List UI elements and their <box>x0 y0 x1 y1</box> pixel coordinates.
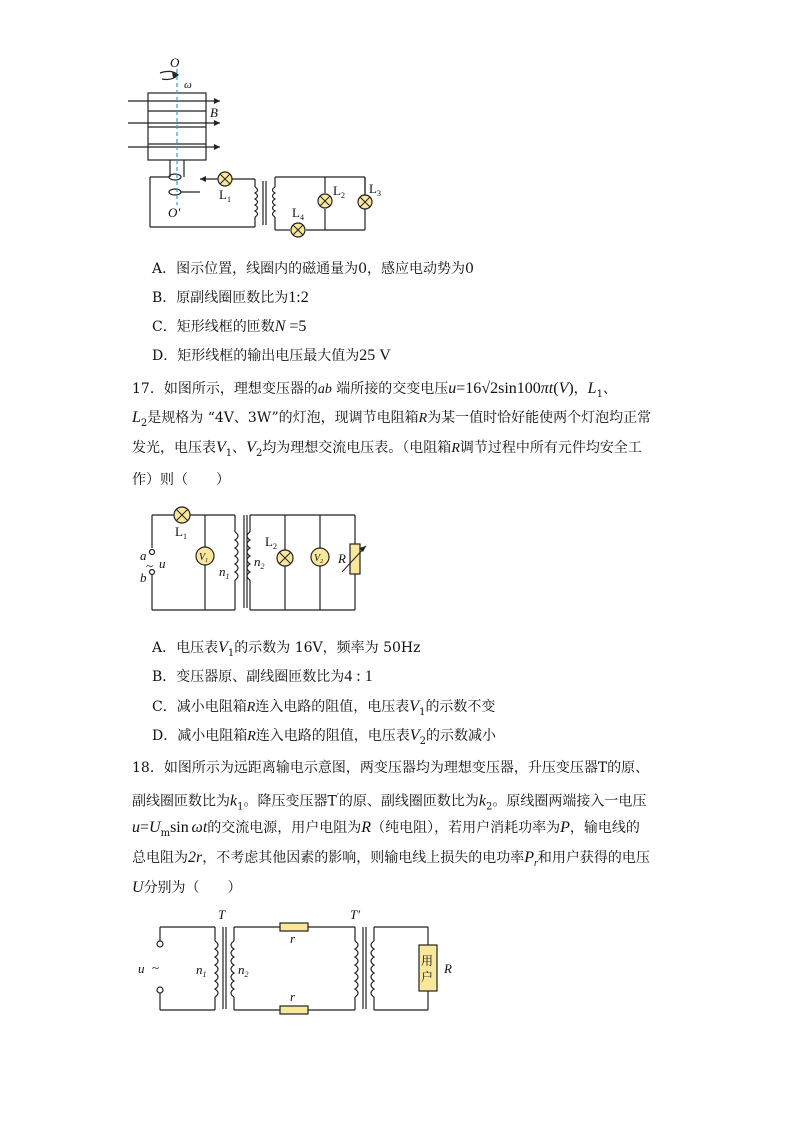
q16-option-b[interactable] <box>152 288 309 308</box>
line-resistor-bottom <box>280 1006 308 1014</box>
label-L1: $L_1$ <box>175 524 187 541</box>
label-omega: ω <box>184 79 192 91</box>
label-u: u <box>159 556 166 571</box>
q16-option-d[interactable] <box>152 346 391 366</box>
label-tilde: ~ <box>146 558 154 573</box>
label-L3: $L_3$ <box>369 181 381 198</box>
q18-stem-line-1: 18．如图所示为远距离输电示意图，两变压器均为理想变压器，升压变压器T的原、 <box>132 760 650 776</box>
label-R: R <box>338 551 346 566</box>
figure-power-transmission <box>130 905 470 1020</box>
label-r-top: r <box>290 931 296 946</box>
q16-option-c-value: =5 <box>285 318 307 335</box>
q18-stem-line-4: 总电阻为2r，不考虑其他因素的影响，则输电线上损失的电功率$P_r$和用户获得的电压 <box>132 849 650 869</box>
label-n1: $n_1$ <box>196 962 207 979</box>
label-tilde: ~ <box>152 960 160 975</box>
q16-option-b-ratio: 1:2 <box>288 289 309 306</box>
q16-option-c[interactable] <box>152 317 306 337</box>
label-u: u <box>138 961 145 976</box>
q17-stem-line-3: 发光，电压表$V_1$、$V_2$均为理想交流电压表。（电阻箱R调节过程中所有元件均安全工 <box>132 439 642 459</box>
q16-option-d-value: 25 V <box>359 347 391 364</box>
q17-stem-line-4: 作）则（ ） <box>132 472 230 488</box>
figure-transformer-circuit <box>130 500 370 620</box>
label-L2: $L_2$ <box>265 534 277 551</box>
label-n2: $n_2$ <box>254 554 265 571</box>
label-O-prime: O' <box>168 205 181 220</box>
label-T-prime: T′ <box>350 907 361 922</box>
label-L4: $L_4$ <box>292 205 304 222</box>
q17-stem-line-1: 17．如图所示，理想变压器的ab 端所接的交变电压u=16√2sin100πt(V)，$L_1$、 <box>132 380 617 400</box>
label-user-2: 户 <box>421 970 434 984</box>
label-user-1: 用 <box>421 954 434 968</box>
q18-stem-line-5: U分别为（ ） <box>132 879 242 896</box>
user-resistor-box <box>419 945 437 991</box>
line-resistor-top <box>280 923 308 931</box>
label-V1: $V_1$ <box>199 552 209 564</box>
q18-stem-line-2: 副线圈匝数比为$k_1$。降压变压器T′的原、副线圈匝数比为$k_2$。原线圈两端接入一电压 <box>132 792 647 813</box>
label-L2: $L_2$ <box>333 183 345 200</box>
q16-option-b-text: B．原副线圈匝数比为 <box>152 290 289 306</box>
label-n1: $n_1$ <box>219 564 230 581</box>
label-r-bottom: r <box>290 989 296 1004</box>
q17-option-c[interactable]: C．减小电阻箱R连入电路的阻值，电压表$V_1$的示数不变 <box>152 698 496 718</box>
q18-stem-line-3: $u=U_m\sin$ ωt的交流电源，用户电阻为R（纯电阻），若用户消耗功率为P，输电线的 <box>132 819 640 839</box>
q16-option-a[interactable]: A．图示位置，线圈内的磁通量为0，感应电动势为0 <box>152 261 474 277</box>
label-a: a <box>140 548 147 563</box>
label-L1: $L_1$ <box>219 187 231 204</box>
q17-option-d[interactable]: D．减小电阻箱R连入电路的阻值，电压表$V_2$的示数减小 <box>152 727 496 747</box>
q16-option-d-text: D．矩形线框的输出电压最大值为 <box>152 348 360 364</box>
q17-stem-line-2: $L_2$是规格为 “4V、3W”的灯泡，现调节电阻箱R为某一值时恰好能使两个灯泡均正常 <box>132 409 652 429</box>
q17-option-a[interactable]: A．电压表$V_1$的示数为 16V，频率为 50Hz <box>152 639 421 659</box>
q17-option-b[interactable]: B．变压器原、副线圈匝数比为4 : 1 <box>152 668 373 685</box>
resistor-box-R <box>350 544 360 574</box>
label-V2: $V_2$ <box>314 553 324 565</box>
label-n2: $n_2$ <box>238 962 249 979</box>
q16-option-c-N: N <box>274 318 286 335</box>
label-B: B <box>210 105 218 120</box>
label-O: O <box>170 55 180 70</box>
figure-generator-circuit <box>120 55 400 245</box>
label-R: R <box>444 961 452 976</box>
label-b: b <box>140 570 147 585</box>
q16-option-c-text: C．矩形线框的匝数 <box>152 319 275 335</box>
label-T: T <box>218 907 226 922</box>
